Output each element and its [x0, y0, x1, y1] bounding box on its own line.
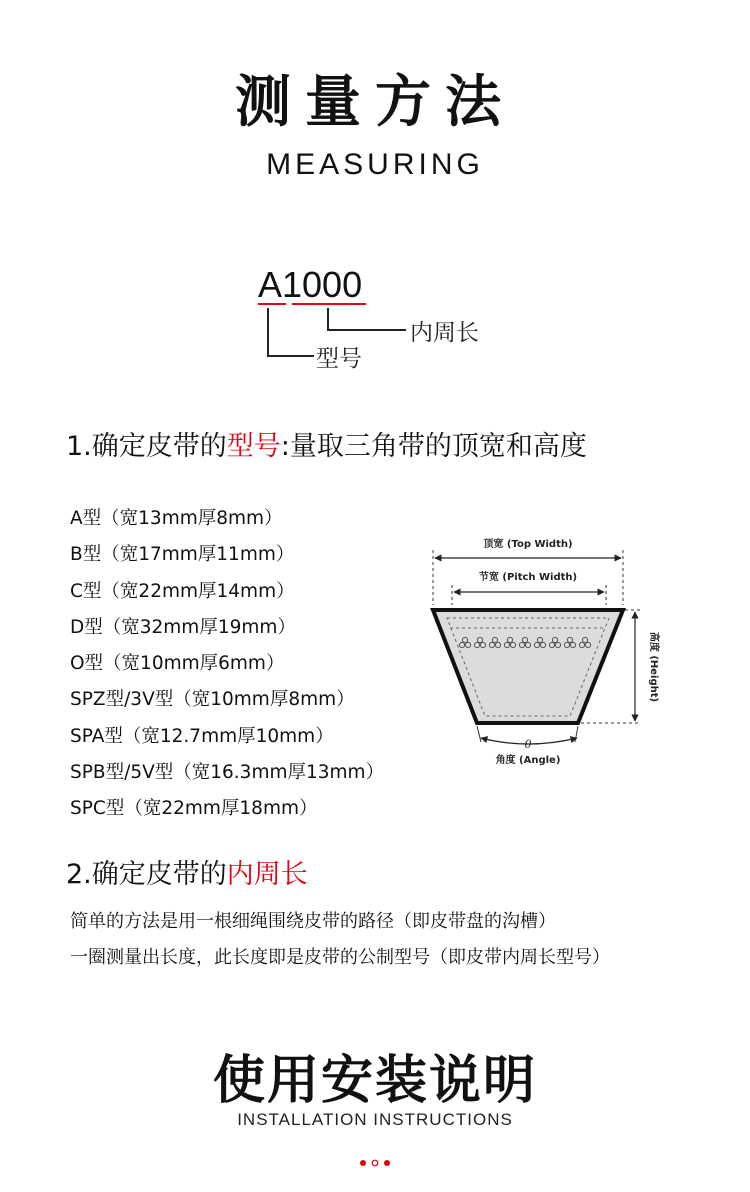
belt-section: [433, 610, 623, 723]
spec-item: B型（宽17mm厚11mm）: [70, 544, 295, 566]
spec-list: [70, 506, 384, 833]
page-subtitle: MEASURING: [266, 148, 484, 181]
spec-item: A型（宽13mm厚8mm）: [70, 508, 283, 529]
install-subtitle: INSTALLATION INSTRUCTIONS: [237, 1110, 513, 1129]
install-title: 使用安装说明: [212, 1051, 537, 1111]
step2-prefix: 2.确定皮带的: [66, 859, 227, 890]
spec-item: C型（宽22mm厚14mm）: [70, 580, 295, 602]
top-width-label: 顶宽 (Top Width): [483, 539, 573, 550]
belt-cross-section-diagram: [425, 530, 665, 775]
spec-item: O型（宽10mm厚6mm）: [70, 653, 285, 675]
spec-item: D型（宽32mm厚19mm）: [70, 616, 296, 638]
page-title: 测量方法: [235, 70, 515, 135]
spec-item: SPC型（宽22mm厚18mm）: [70, 798, 318, 820]
step2-highlight: 内周长: [226, 859, 308, 890]
model-label: 型号: [316, 346, 362, 372]
description-line-2: 一圈测量出长度，此长度即是皮带的公制型号（即皮带内周长型号）: [70, 947, 610, 968]
step1-highlight: 型号: [226, 431, 281, 462]
spec-item: SPZ型/3V型（宽10mm厚8mm）: [70, 689, 355, 711]
belt-code: A1000: [258, 264, 363, 305]
step1-prefix: 1.确定皮带的: [66, 431, 227, 462]
description-line-1: 简单的方法是用一根细绳围绕皮带的路径（即皮带盘的沟槽）: [70, 911, 556, 932]
angle-label: 角度 (Angle): [495, 755, 561, 766]
step1-suffix: :量取三角带的顶宽和高度: [280, 431, 587, 462]
section-divider-dots: [358, 1158, 392, 1168]
spec-item: SPB型/5V型（宽16.3mm厚13mm）: [70, 762, 385, 784]
step1-heading: [66, 424, 587, 463]
angle-symbol: θ: [524, 738, 532, 751]
inner-circumference-label: 内周长: [410, 320, 479, 346]
height-label: 高度 (Height): [648, 631, 659, 703]
pitch-width-label: 节宽 (Pitch Width): [478, 572, 578, 583]
spec-item: SPA型（宽12.7mm厚10mm）: [70, 725, 334, 747]
step2-heading: [66, 852, 308, 891]
